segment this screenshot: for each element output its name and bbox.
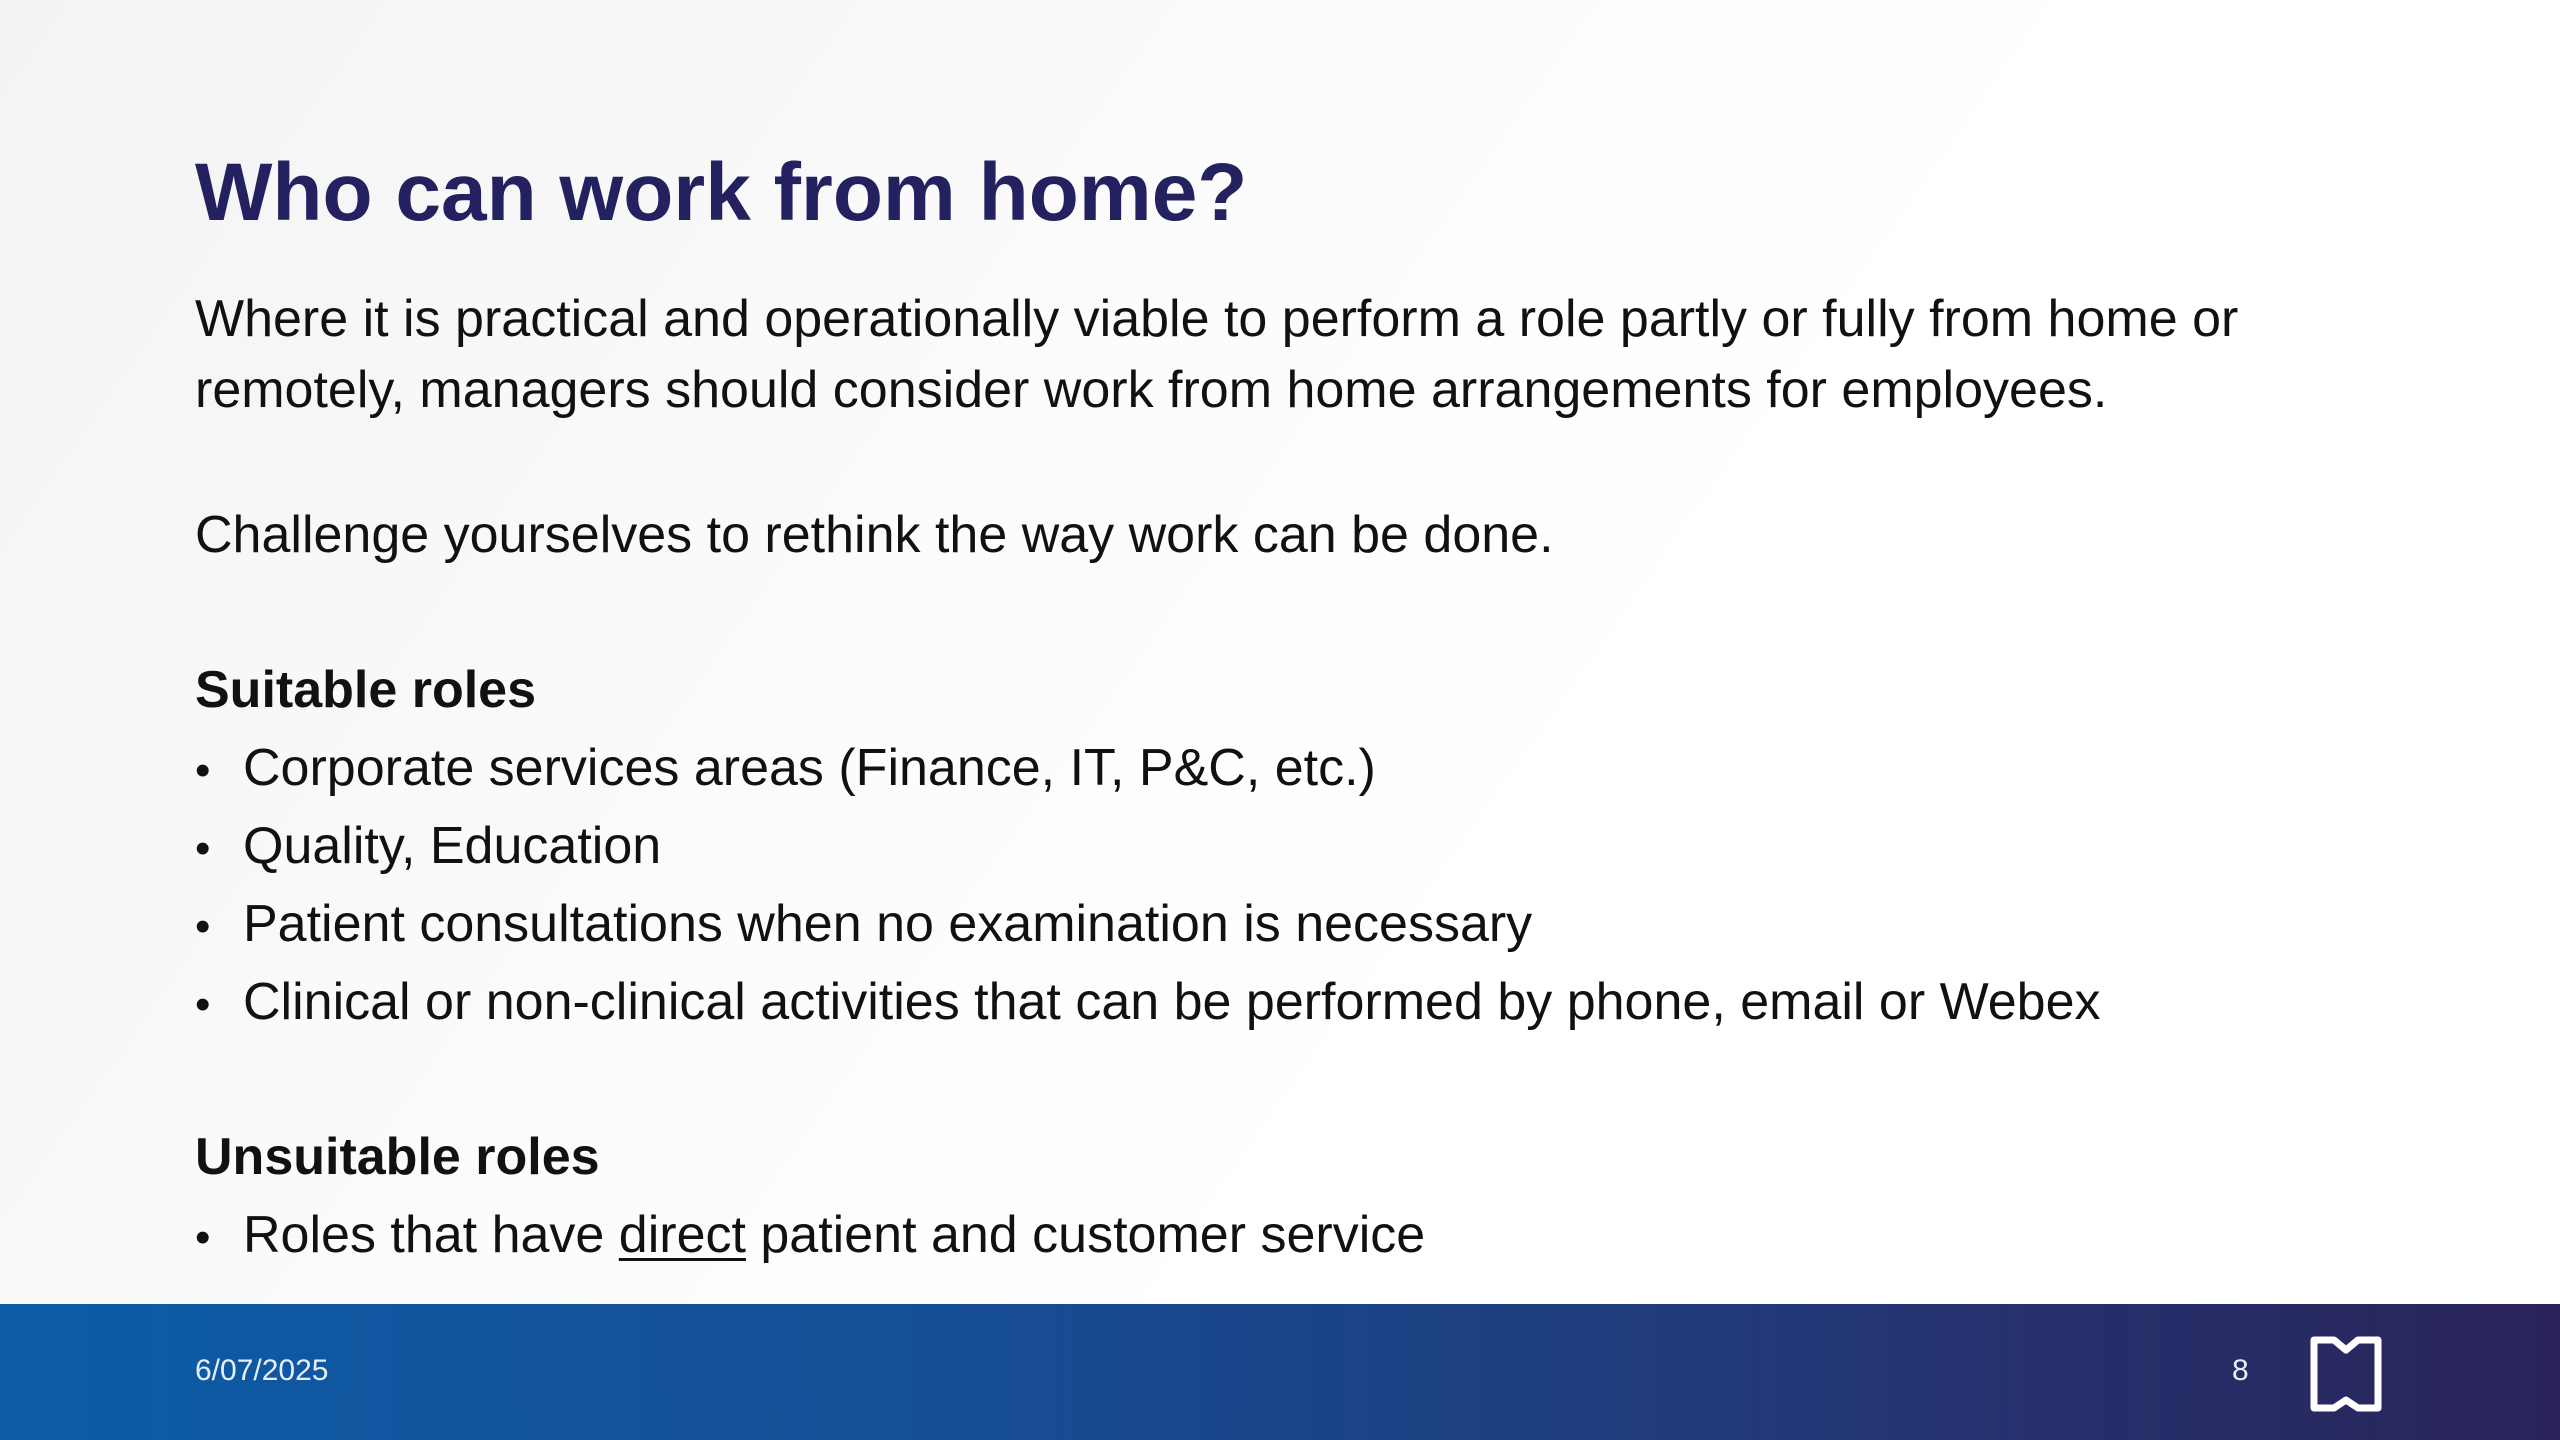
list-item-text-suffix: patient and customer service	[745, 1206, 1426, 1264]
unsuitable-roles-list	[195, 1200, 1425, 1278]
list-item-text: Clinical or non-clinical activities that can be performed by phone, email or Webex	[243, 973, 2101, 1031]
list-item	[195, 1200, 1425, 1278]
suitable-roles-list	[195, 733, 2101, 1045]
list-item	[195, 967, 2101, 1045]
bullet-icon: •	[195, 980, 211, 1029]
list-item-text: Patient consultations when no examination is necessary	[243, 895, 1533, 953]
emphasis-text: direct	[618, 1206, 746, 1264]
slide-title: Who can work from home?	[195, 147, 1248, 238]
intro-paragraph: Where it is practical and operationally viable to perform a role partly or fully from home or remotely, managers should consider work from home arrangements for employees.	[195, 290, 2239, 419]
list-item	[195, 733, 2101, 811]
bullet-icon: •	[195, 824, 211, 873]
footer-date: 6/07/2025	[195, 1354, 329, 1387]
bookmark-logo-icon	[2306, 1334, 2386, 1414]
list-item	[195, 811, 2101, 889]
list-item	[195, 889, 2101, 967]
bullet-icon: •	[195, 1213, 211, 1262]
list-item-text	[243, 1200, 1425, 1271]
suitable-roles-heading: Suitable roles	[195, 661, 536, 719]
bullet-icon: •	[195, 902, 211, 951]
list-item-text-prefix: Roles that have	[243, 1206, 619, 1264]
challenge-paragraph: Challenge yourselves to rethink the way work can be done.	[195, 506, 1554, 564]
bullet-icon: •	[195, 746, 211, 795]
list-item-text: Corporate services areas (Finance, IT, P&C, etc.)	[243, 739, 1376, 797]
page-number: 8	[2232, 1354, 2249, 1387]
unsuitable-roles-heading: Unsuitable roles	[195, 1128, 600, 1186]
footer-bar	[0, 1304, 2560, 1440]
list-item-text: Quality, Education	[243, 817, 662, 875]
